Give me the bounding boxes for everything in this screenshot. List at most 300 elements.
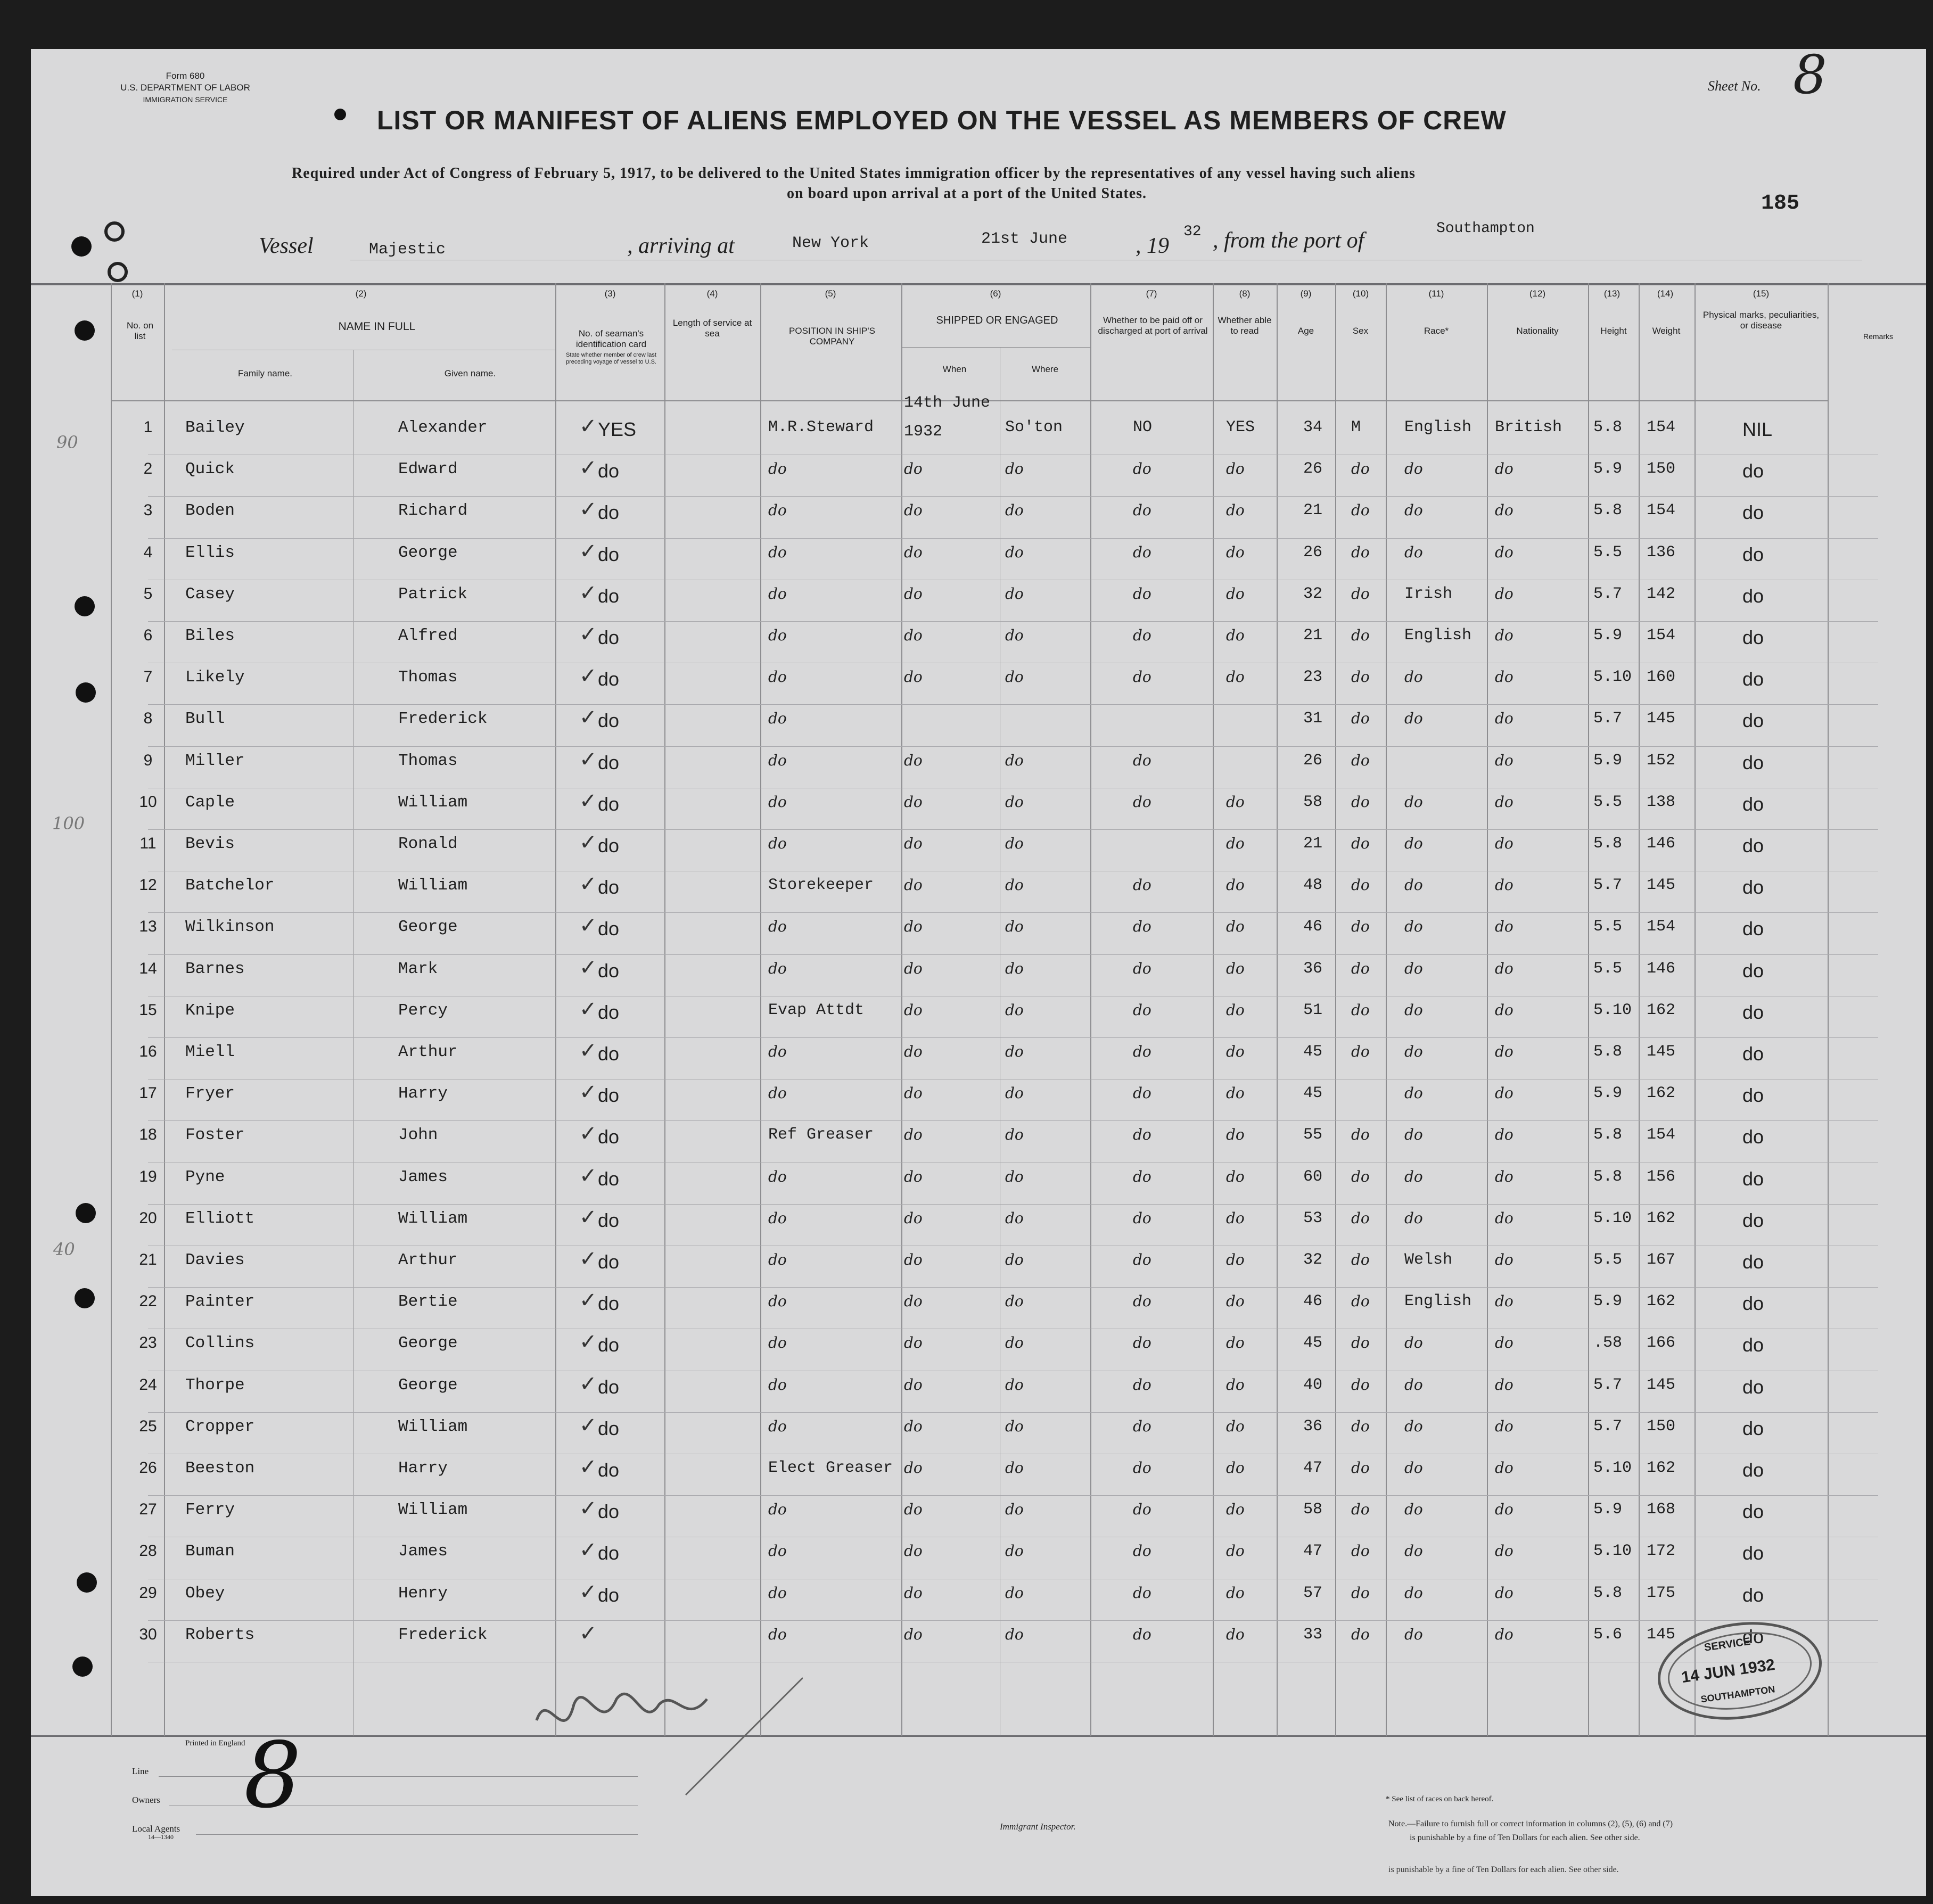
cell-identification-card: do bbox=[598, 1375, 620, 1398]
col-num: (7) bbox=[1146, 289, 1157, 299]
cell-given-name: Thomas bbox=[398, 668, 458, 687]
cell-shipped-when: do bbox=[904, 627, 923, 644]
cell-family-name: Batchelor bbox=[185, 876, 275, 895]
cell-nationality: do bbox=[1495, 793, 1514, 811]
cell-physical-marks: do bbox=[1742, 460, 1764, 482]
cell-physical-marks: NIL bbox=[1742, 418, 1773, 440]
cell-physical-marks: do bbox=[1742, 1001, 1764, 1023]
cell-race: do bbox=[1404, 959, 1423, 977]
cell-identification-card: do bbox=[598, 751, 620, 773]
cell-family-name: Buman bbox=[185, 1542, 235, 1561]
cell-race: do bbox=[1404, 793, 1423, 811]
col-num: (12) bbox=[1529, 289, 1546, 299]
cell-physical-marks: do bbox=[1742, 918, 1764, 940]
cell-shipped-where: do bbox=[1005, 1126, 1024, 1144]
cell-position: do bbox=[768, 1334, 787, 1352]
cell-able-to-read: do bbox=[1226, 1334, 1245, 1352]
cell-able-to-read: YES bbox=[1226, 418, 1255, 436]
cell-nationality: do bbox=[1495, 1417, 1514, 1435]
col-divider bbox=[664, 283, 665, 1736]
cell-height: 5.5 bbox=[1593, 793, 1623, 811]
col-header-when: When bbox=[942, 364, 967, 374]
cell-physical-marks: do bbox=[1742, 1625, 1764, 1647]
cell-given-name: Arthur bbox=[398, 1251, 458, 1270]
cell-age: 34 bbox=[1303, 418, 1323, 436]
cell-race: English bbox=[1404, 1292, 1472, 1311]
cell-height: 5.10 bbox=[1593, 1001, 1632, 1019]
cell-sex: M bbox=[1351, 418, 1361, 436]
cell-able-to-read: do bbox=[1226, 1625, 1245, 1643]
cell-paid-off: do bbox=[1133, 1167, 1151, 1185]
departure-port: Southampton bbox=[1436, 220, 1535, 237]
cell-shipped-when: do bbox=[904, 1417, 923, 1435]
cell-shipped-where: So'ton bbox=[1005, 418, 1063, 436]
cell-given-name: Henry bbox=[398, 1584, 448, 1603]
cell-identification-card: do bbox=[598, 1043, 620, 1065]
cell-position: do bbox=[768, 1501, 787, 1519]
cell-shipped-where: do bbox=[1005, 959, 1024, 977]
cell-identification-card: do bbox=[598, 501, 620, 524]
cell-shipped-where: do bbox=[1005, 793, 1024, 811]
cell-row-number: 23 bbox=[139, 1334, 157, 1352]
row-rule bbox=[148, 746, 1878, 747]
cell-race: English bbox=[1404, 418, 1472, 436]
cell-height: 5.9 bbox=[1593, 1501, 1623, 1519]
cell-family-name: Elliott bbox=[185, 1209, 255, 1228]
cell-position: do bbox=[768, 460, 787, 478]
check-mark-icon: ✓ bbox=[579, 705, 597, 730]
punch-hole bbox=[75, 596, 95, 616]
cell-position: do bbox=[768, 627, 787, 644]
col-header-weight: Weight bbox=[1652, 326, 1681, 336]
cell-identification-card: do bbox=[598, 959, 620, 982]
col-header-id-label: No. of seaman's identification card bbox=[575, 328, 647, 349]
check-mark-icon: ✓ bbox=[579, 955, 597, 980]
cell-identification-card: do bbox=[598, 1084, 620, 1107]
cell-shipped-where: do bbox=[1005, 1209, 1024, 1227]
cell-paid-off: do bbox=[1133, 793, 1151, 811]
cell-row-number: 16 bbox=[139, 1043, 157, 1060]
col-divider bbox=[1213, 283, 1214, 1736]
line-rule bbox=[159, 1776, 638, 1777]
cell-family-name: Collins bbox=[185, 1334, 255, 1353]
cell-nationality: do bbox=[1495, 627, 1514, 644]
department-name: U.S. DEPARTMENT OF LABOR bbox=[120, 83, 250, 93]
cell-physical-marks: do bbox=[1742, 793, 1764, 815]
cell-sex: do bbox=[1351, 1292, 1370, 1310]
cell-race: do bbox=[1404, 1167, 1423, 1185]
cell-row-number: 10 bbox=[139, 793, 157, 811]
cell-sex: do bbox=[1351, 1542, 1370, 1560]
cell-able-to-read: do bbox=[1226, 1417, 1245, 1435]
cell-sex: do bbox=[1351, 1043, 1370, 1060]
check-mark-icon: ✓ bbox=[579, 1247, 597, 1271]
cell-row-number: 3 bbox=[143, 501, 153, 520]
cell-given-name: Frederick bbox=[398, 1625, 488, 1644]
cell-shipped-where: do bbox=[1005, 1043, 1024, 1060]
cell-identification-card: do bbox=[598, 1209, 620, 1231]
check-mark-icon: ✓ bbox=[579, 1621, 597, 1646]
cell-given-name: James bbox=[398, 1167, 448, 1186]
check-mark-icon: ✓ bbox=[579, 414, 597, 439]
cell-age: 40 bbox=[1303, 1375, 1323, 1394]
cell-identification-card: do bbox=[598, 584, 620, 607]
cell-able-to-read: do bbox=[1226, 460, 1245, 478]
cell-physical-marks: do bbox=[1742, 1501, 1764, 1523]
col-num: (5) bbox=[825, 289, 836, 299]
col-header-height: Height bbox=[1600, 326, 1627, 336]
cell-able-to-read: do bbox=[1226, 1584, 1245, 1602]
cell-identification-card: do bbox=[598, 627, 620, 648]
cell-race: Irish bbox=[1404, 584, 1453, 603]
cell-sex: do bbox=[1351, 1126, 1370, 1144]
cell-age: 21 bbox=[1303, 835, 1323, 853]
col-num: (2) bbox=[355, 289, 367, 299]
cell-row-number: 9 bbox=[143, 751, 153, 769]
cell-identification-card: do bbox=[598, 460, 620, 482]
cell-able-to-read: do bbox=[1226, 835, 1245, 852]
cell-family-name: Knipe bbox=[185, 1001, 235, 1020]
cell-position: do bbox=[768, 1417, 787, 1435]
cell-weight: 172 bbox=[1647, 1542, 1676, 1561]
cell-position: do bbox=[768, 1084, 787, 1102]
cell-shipped-where: do bbox=[1005, 1584, 1024, 1602]
cell-physical-marks: do bbox=[1742, 1043, 1764, 1065]
cell-identification-card: do bbox=[598, 1501, 620, 1523]
check-mark-icon: ✓ bbox=[579, 1163, 597, 1188]
cell-identification-card: do bbox=[598, 918, 620, 940]
cell-identification-card: do bbox=[598, 1167, 620, 1190]
cell-age: 26 bbox=[1303, 460, 1323, 479]
cell-able-to-read: do bbox=[1226, 1542, 1245, 1560]
cell-identification-card: do bbox=[598, 1542, 620, 1564]
cell-physical-marks: do bbox=[1742, 584, 1764, 607]
cell-nationality: do bbox=[1495, 584, 1514, 603]
cell-shipped-when: do bbox=[904, 918, 923, 936]
stamp-bottom: SOUTHAMPTON bbox=[1700, 1684, 1776, 1705]
cell-given-name: Patrick bbox=[398, 584, 468, 604]
cell-paid-off: do bbox=[1133, 751, 1151, 769]
cell-shipped-when: do bbox=[904, 460, 923, 478]
cell-weight: 162 bbox=[1647, 1459, 1676, 1477]
cell-race: do bbox=[1404, 501, 1423, 520]
cell-shipped-where: do bbox=[1005, 1001, 1024, 1019]
punch-hole bbox=[72, 1656, 93, 1677]
cell-physical-marks: do bbox=[1742, 1375, 1764, 1398]
cell-shipped-where: do bbox=[1005, 1167, 1024, 1185]
cell-shipped-when: do bbox=[904, 751, 923, 769]
cell-paid-off: do bbox=[1133, 1542, 1151, 1560]
cell-nationality: do bbox=[1495, 1001, 1514, 1019]
check-mark-icon: ✓ bbox=[579, 1413, 597, 1438]
cell-weight: 145 bbox=[1647, 1375, 1676, 1394]
cell-age: 36 bbox=[1303, 1417, 1323, 1436]
first-row-when-line1: 14th June bbox=[904, 394, 991, 412]
cell-given-name: Percy bbox=[398, 1001, 448, 1020]
cell-weight: 168 bbox=[1647, 1501, 1676, 1519]
check-mark-icon: ✓ bbox=[579, 1205, 597, 1230]
cell-shipped-when: do bbox=[904, 1084, 923, 1102]
cell-position: do bbox=[768, 751, 787, 769]
col-divider bbox=[1828, 283, 1829, 1736]
cell-shipped-where: do bbox=[1005, 751, 1024, 769]
row-rule bbox=[148, 1287, 1878, 1288]
cell-height: 5.7 bbox=[1593, 1417, 1623, 1436]
cell-paid-off: do bbox=[1133, 460, 1151, 478]
check-mark-icon: ✓ bbox=[579, 1038, 597, 1063]
cell-sex: do bbox=[1351, 1001, 1370, 1019]
cell-position: do bbox=[768, 1209, 787, 1227]
cell-row-number: 17 bbox=[139, 1084, 157, 1102]
cell-shipped-where: do bbox=[1005, 1501, 1024, 1519]
row-rule bbox=[148, 621, 1878, 622]
cell-age: 55 bbox=[1303, 1126, 1323, 1144]
cell-position: M.R.Steward bbox=[768, 418, 874, 436]
cell-age: 45 bbox=[1303, 1043, 1323, 1061]
cell-row-number: 22 bbox=[139, 1292, 157, 1310]
cell-shipped-when: do bbox=[904, 1209, 923, 1227]
cell-family-name: Quick bbox=[185, 460, 235, 479]
cell-able-to-read: do bbox=[1226, 876, 1245, 894]
cell-race: do bbox=[1404, 1043, 1423, 1060]
manifest-sheet bbox=[31, 49, 1926, 1896]
cell-able-to-read: do bbox=[1226, 1375, 1245, 1394]
form-header bbox=[105, 70, 265, 105]
cell-row-number: 13 bbox=[139, 918, 157, 936]
col-divider bbox=[555, 283, 556, 1736]
cell-shipped-where: do bbox=[1005, 876, 1024, 894]
cell-age: 46 bbox=[1303, 918, 1323, 936]
cell-shipped-where: do bbox=[1005, 1334, 1024, 1352]
line-label: Line bbox=[132, 1766, 149, 1776]
cell-age: 58 bbox=[1303, 1501, 1323, 1519]
cell-nationality: do bbox=[1495, 1459, 1514, 1477]
cell-family-name: Caple bbox=[185, 793, 235, 812]
cell-identification-card: do bbox=[598, 835, 620, 856]
cell-row-number: 15 bbox=[139, 1001, 157, 1019]
cell-height: 5.9 bbox=[1593, 751, 1623, 770]
table-top-rule bbox=[31, 283, 1926, 285]
cell-height: 5.8 bbox=[1593, 1126, 1623, 1144]
row-rule bbox=[148, 704, 1878, 705]
row-rule bbox=[148, 1120, 1878, 1121]
cell-shipped-when: do bbox=[904, 1167, 923, 1185]
punch-hole bbox=[77, 1572, 97, 1593]
cell-shipped-where: do bbox=[1005, 1251, 1024, 1268]
cell-position: Storekeeper bbox=[768, 876, 874, 895]
penalty-note-1: Note.—Failure to furnish full or correct information in columns (2), (5), (6) and (7) bbox=[1388, 1819, 1673, 1828]
cell-shipped-when: do bbox=[904, 1043, 923, 1060]
cell-sex: do bbox=[1351, 668, 1370, 686]
cell-nationality: do bbox=[1495, 876, 1514, 894]
punch-hole bbox=[334, 109, 346, 120]
cell-position: Elect Greaser bbox=[768, 1459, 893, 1477]
cell-able-to-read: do bbox=[1226, 1167, 1245, 1185]
cell-paid-off: do bbox=[1133, 1584, 1151, 1602]
cell-given-name: Thomas bbox=[398, 751, 458, 770]
check-mark-icon: ✓ bbox=[579, 1330, 597, 1355]
cell-family-name: Thorpe bbox=[185, 1375, 245, 1395]
check-mark-icon: ✓ bbox=[579, 622, 597, 647]
subtitle-line-1: Required under Act of Congress of February 5, 1917, to be delivered to the United States immigration officer by the representatives of any vessel having such aliens bbox=[292, 165, 1416, 182]
cell-physical-marks: do bbox=[1742, 1417, 1764, 1439]
cell-race: do bbox=[1404, 876, 1423, 894]
cell-paid-off: do bbox=[1133, 876, 1151, 894]
cell-nationality: do bbox=[1495, 1625, 1514, 1643]
cell-position: do bbox=[768, 1584, 787, 1602]
cell-race: do bbox=[1404, 710, 1423, 728]
cell-weight: 145 bbox=[1647, 876, 1676, 895]
cell-given-name: Edward bbox=[398, 460, 458, 479]
inspector-label: Immigrant Inspector. bbox=[1000, 1821, 1076, 1832]
cell-shipped-where: do bbox=[1005, 668, 1024, 686]
cell-shipped-when: do bbox=[904, 1251, 923, 1268]
col-header-age: Age bbox=[1297, 326, 1314, 336]
cell-height: 5.8 bbox=[1593, 501, 1623, 520]
cell-row-number: 6 bbox=[143, 627, 153, 644]
cell-given-name: Richard bbox=[398, 501, 468, 521]
check-mark-icon: ✓ bbox=[579, 497, 597, 522]
cell-given-name: Alexander bbox=[398, 418, 488, 437]
cell-race: do bbox=[1404, 1417, 1423, 1435]
cell-paid-off: do bbox=[1133, 1001, 1151, 1019]
cell-able-to-read: do bbox=[1226, 793, 1245, 811]
cell-race: do bbox=[1404, 543, 1423, 561]
cell-family-name: Obey bbox=[185, 1584, 225, 1603]
printed-in: Printed in England bbox=[185, 1739, 245, 1748]
cell-family-name: Beeston bbox=[185, 1459, 255, 1478]
col-divider bbox=[1090, 283, 1091, 1736]
cell-shipped-when: do bbox=[904, 1334, 923, 1352]
cell-weight: 150 bbox=[1647, 1417, 1676, 1436]
cell-height: 5.6 bbox=[1593, 1625, 1623, 1644]
cell-sex: do bbox=[1351, 584, 1370, 603]
cell-identification-card: do bbox=[598, 793, 620, 815]
cell-shipped-where: do bbox=[1005, 543, 1024, 561]
cell-weight: 154 bbox=[1647, 501, 1676, 520]
cell-able-to-read: do bbox=[1226, 1001, 1245, 1019]
cell-row-number: 25 bbox=[139, 1417, 157, 1435]
cell-row-number: 8 bbox=[143, 710, 153, 728]
col-header-nationality: Nationality bbox=[1516, 326, 1559, 336]
check-mark-icon: ✓ bbox=[579, 1579, 597, 1604]
cell-sex: do bbox=[1351, 793, 1370, 811]
cell-family-name: Ellis bbox=[185, 543, 235, 562]
cell-family-name: Wilkinson bbox=[185, 918, 275, 937]
cell-weight: 136 bbox=[1647, 543, 1676, 562]
cell-shipped-when: do bbox=[904, 1625, 923, 1643]
cell-able-to-read: do bbox=[1226, 584, 1245, 603]
cell-shipped-where: do bbox=[1005, 584, 1024, 603]
cell-weight: 162 bbox=[1647, 1292, 1676, 1311]
cell-height: 5.8 bbox=[1593, 1584, 1623, 1602]
cell-shipped-where: do bbox=[1005, 1084, 1024, 1102]
cell-paid-off: do bbox=[1133, 1209, 1151, 1227]
cell-physical-marks: do bbox=[1742, 1251, 1764, 1273]
cell-race: do bbox=[1404, 835, 1423, 852]
cell-weight: 154 bbox=[1647, 627, 1676, 645]
cell-position: do bbox=[768, 501, 787, 520]
cell-physical-marks: do bbox=[1742, 751, 1764, 773]
col-num: (9) bbox=[1300, 289, 1312, 299]
cell-age: 21 bbox=[1303, 627, 1323, 645]
cell-nationality: do bbox=[1495, 1501, 1514, 1519]
cell-nationality: do bbox=[1495, 835, 1514, 852]
cell-position: do bbox=[768, 1375, 787, 1394]
cell-sex: do bbox=[1351, 1625, 1370, 1643]
cell-sex: do bbox=[1351, 1501, 1370, 1519]
cell-physical-marks: do bbox=[1742, 959, 1764, 982]
cell-race: Welsh bbox=[1404, 1251, 1453, 1269]
cell-nationality: do bbox=[1495, 1043, 1514, 1060]
cell-nationality: do bbox=[1495, 1209, 1514, 1227]
cell-row-number: 18 bbox=[139, 1126, 157, 1144]
cell-paid-off: do bbox=[1133, 1417, 1151, 1435]
cell-height: 5.5 bbox=[1593, 1251, 1623, 1269]
cell-family-name: Foster bbox=[185, 1126, 245, 1145]
cell-weight: 156 bbox=[1647, 1167, 1676, 1186]
cell-position: do bbox=[768, 543, 787, 561]
cell-sex: do bbox=[1351, 1584, 1370, 1602]
cell-row-number: 14 bbox=[139, 959, 157, 977]
cell-family-name: Casey bbox=[185, 584, 235, 604]
cell-height: 5.10 bbox=[1593, 1459, 1632, 1477]
cell-identification-card: do bbox=[598, 876, 620, 899]
cell-position: do bbox=[768, 1043, 787, 1060]
col-num: (1) bbox=[131, 289, 143, 299]
from-label: , from the port of bbox=[1213, 228, 1364, 253]
cell-height: 5.10 bbox=[1593, 1209, 1632, 1227]
cell-nationality: do bbox=[1495, 1334, 1514, 1352]
cell-age: 47 bbox=[1303, 1542, 1323, 1561]
cell-height: 5.7 bbox=[1593, 876, 1623, 895]
cell-physical-marks: do bbox=[1742, 1334, 1764, 1356]
cell-height: 5.7 bbox=[1593, 710, 1623, 728]
cell-nationality: do bbox=[1495, 710, 1514, 728]
row-rule bbox=[148, 1204, 1878, 1205]
cell-given-name: William bbox=[398, 1417, 468, 1436]
cell-age: 26 bbox=[1303, 751, 1323, 770]
penalty-note-3: is punishable by a fine of Ten Dollars for each alien. See other side. bbox=[1388, 1865, 1619, 1874]
cell-row-number: 20 bbox=[139, 1209, 157, 1227]
row-rule bbox=[148, 1495, 1878, 1496]
year-suffix: 32 bbox=[1183, 224, 1202, 240]
cell-shipped-where: do bbox=[1005, 1375, 1024, 1394]
cell-race: do bbox=[1404, 1126, 1423, 1144]
cell-nationality: do bbox=[1495, 1584, 1514, 1602]
punch-hole bbox=[108, 262, 128, 282]
local-agents-label: Local Agents bbox=[132, 1824, 180, 1834]
cell-paid-off: do bbox=[1133, 1251, 1151, 1268]
cell-nationality: do bbox=[1495, 543, 1514, 561]
cell-row-number: 1 bbox=[143, 418, 153, 436]
cell-age: 57 bbox=[1303, 1584, 1323, 1602]
cell-position: do bbox=[768, 835, 787, 852]
cell-shipped-when: do bbox=[904, 584, 923, 603]
cell-given-name: George bbox=[398, 543, 458, 562]
immigration-stamp bbox=[1651, 1612, 1828, 1729]
cell-height: 5.9 bbox=[1593, 1084, 1623, 1103]
cell-family-name: Bull bbox=[185, 710, 225, 729]
cell-height: 5.10 bbox=[1593, 1542, 1632, 1561]
cell-physical-marks: do bbox=[1742, 835, 1764, 856]
col-divider bbox=[164, 283, 165, 1736]
cell-position: do bbox=[768, 1167, 787, 1185]
col-header-length: Length of service at sea bbox=[672, 318, 752, 339]
arriving-label: , arriving at bbox=[627, 234, 735, 258]
cell-shipped-when: do bbox=[904, 543, 923, 561]
vessel-label: Vessel bbox=[259, 234, 314, 258]
